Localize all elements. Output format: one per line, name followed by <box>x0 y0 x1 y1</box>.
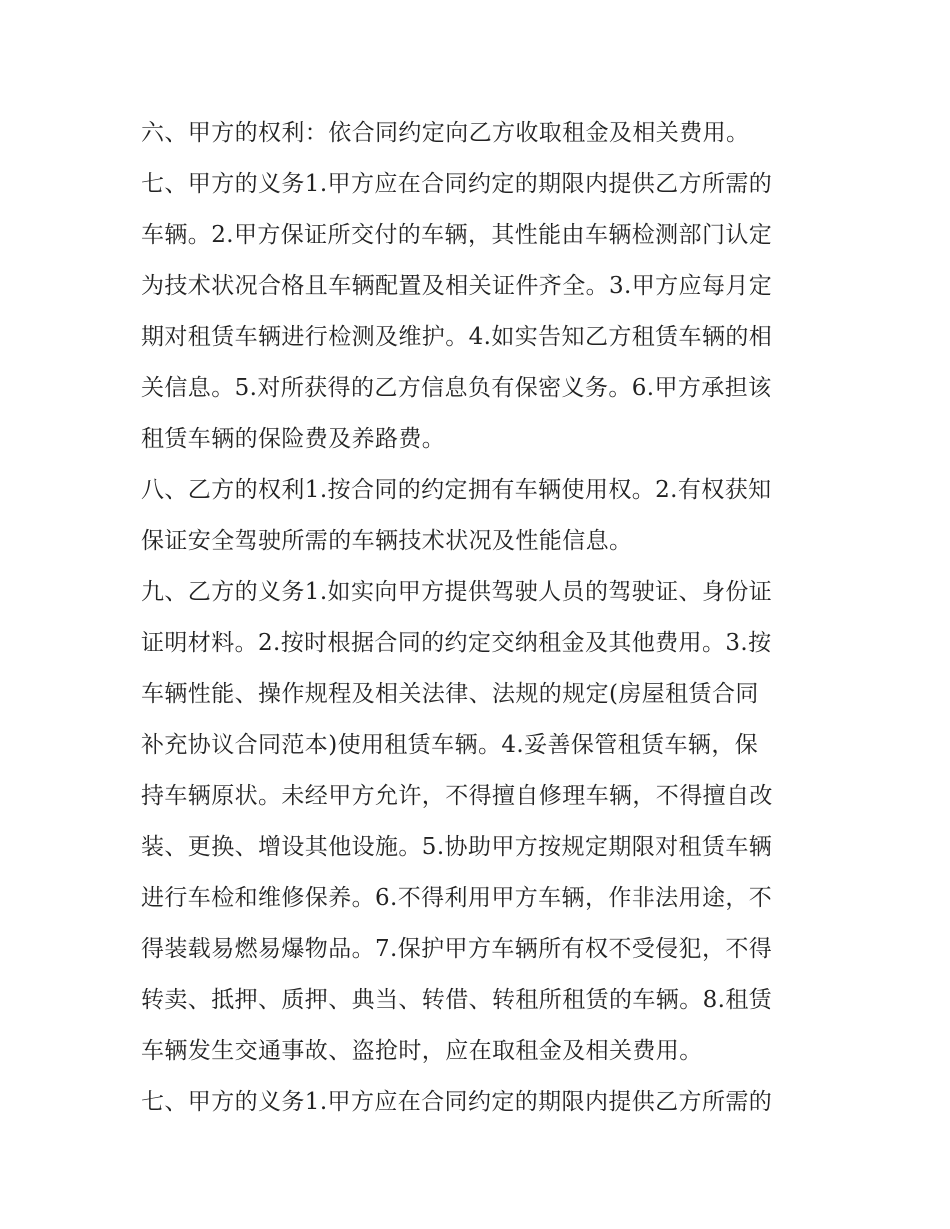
text-line: 得装载易燃易爆物品。7.保护甲方车辆所有权不受侵犯，不得 <box>141 936 773 962</box>
text-line: 七、甲方的义务1.甲方应在合同约定的期限内提供乙方所需的 <box>141 171 773 197</box>
text-line: 进行车检和维修保养。6.不得利用甲方车辆，作非法用途，不 <box>141 885 773 911</box>
text-line: 保证安全驾驶所需的车辆技术状况及性能信息。 <box>141 528 633 554</box>
text-line: 证明材料。2.按时根据合同的约定交纳租金及其他费用。3.按 <box>141 630 772 656</box>
text-line: 车辆发生交通事故、盗抢时，应在取租金及相关费用。 <box>141 1038 703 1064</box>
text-line: 关信息。5.对所获得的乙方信息负有保密义务。6.甲方承担该 <box>141 375 772 401</box>
text-line: 转卖、抵押、质押、典当、转借、转租所租赁的车辆。8.租赁 <box>141 987 773 1013</box>
text-line: 补充协议合同范本)使用租赁车辆。4.妥善保管租赁车辆，保 <box>141 732 759 758</box>
text-line: 六、甲方的权利：依合同约定向乙方收取租金及相关费用。 <box>141 120 750 146</box>
text-line: 期对租赁车辆进行检测及维护。4.如实告知乙方租赁车辆的相 <box>141 324 773 350</box>
text-line: 租赁车辆的保险费及养路费。 <box>141 426 446 452</box>
text-line: 车辆性能、操作规程及相关法律、法规的规定(房屋租赁合同 <box>141 681 759 707</box>
document-body <box>141 108 821 1128</box>
text-line: 七、甲方的义务1.甲方应在合同约定的期限内提供乙方所需的 <box>141 1089 773 1115</box>
text-line: 持车辆原状。未经甲方允许，不得擅自修理车辆，不得擅自改 <box>141 783 773 809</box>
text-line: 为技术状况合格且车辆配置及相关证件齐全。3.甲方应每月定 <box>141 273 773 299</box>
text-line: 装、更换、增设其他设施。5.协助甲方按规定期限对租赁车辆 <box>141 834 773 860</box>
text-line: 车辆。2.甲方保证所交付的车辆，其性能由车辆检测部门认定 <box>141 222 773 248</box>
text-line: 九、乙方的义务1.如实向甲方提供驾驶人员的驾驶证、身份证 <box>141 579 773 605</box>
text-line: 八、乙方的权利1.按合同的约定拥有车辆使用权。2.有权获知 <box>141 477 772 503</box>
